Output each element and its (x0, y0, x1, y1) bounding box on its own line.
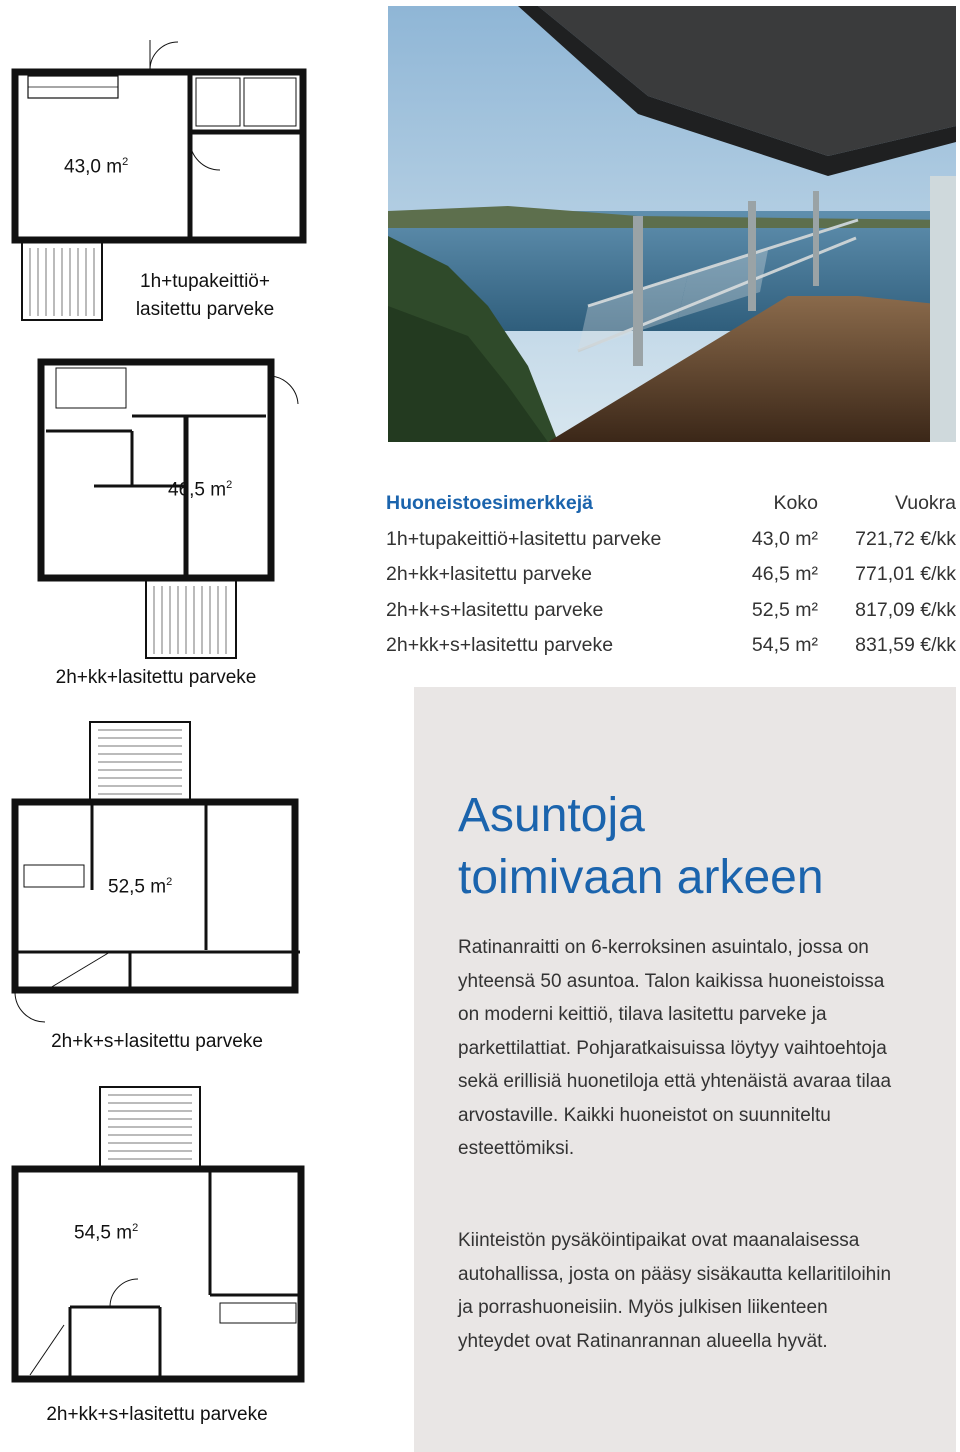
headline (458, 785, 824, 909)
floor-plan-54 (10, 1085, 308, 1405)
apartment-size: 52,5 m² (751, 598, 818, 621)
headline-line: toimivaan arkeen (458, 851, 824, 904)
floor-plan-46 (36, 356, 308, 666)
plan-area-label: 52,5 $m^2$ (108, 876, 173, 898)
apartment-type: 1h+tupakeittiö+lasitettu parveke (386, 527, 662, 550)
table-header-row (386, 486, 958, 522)
plan-area-label: 54,5 $m^2$ (74, 1222, 139, 1244)
plan-caption: 1h+tupakeittiö+ lasitettu parveke (135, 271, 275, 320)
plan-area-label: 43,0 $m^2$ (64, 156, 129, 178)
table-row (386, 593, 958, 629)
parking-paragraph: Kiinteistön pysäköintipaikat ovat maanalaisessa autohallissa, josta on pääsy sisäkautta kellaritiloihin ja porrashuoneisiin. Myös julkisen liikenteen yhteydet ovat Ratinanrannan alueella hyvät. (458, 1230, 892, 1352)
column-header-size: Koko (773, 492, 818, 515)
apartment-type: 2h+kk+lasitettu parveke (386, 563, 592, 586)
table-heading: Huoneistoesimerkkejä (386, 492, 594, 515)
apartment-size: 46,5 m² (751, 563, 818, 586)
info-panel (414, 687, 956, 1452)
apartment-rent: 817,09 €/kk (855, 598, 956, 621)
table-row (386, 557, 958, 593)
apartment-price-table (386, 486, 958, 664)
headline-line: Asuntoja (458, 789, 645, 842)
table-row (386, 628, 958, 664)
apartment-size: 43,0 m² (751, 527, 818, 550)
plan-caption: 2h+kk+lasitettu parveke (55, 667, 257, 688)
apartment-type: 2h+kk+s+lasitettu parveke (386, 634, 614, 657)
apartment-rent: 831,59 €/kk (855, 634, 956, 657)
apartment-rent: 771,01 €/kk (855, 563, 956, 586)
table-row (386, 522, 958, 558)
plan-caption: 2h+k+s+lasitettu parveke (51, 1031, 263, 1052)
apartment-type: 2h+k+s+lasitettu parveke (386, 598, 604, 621)
balcony-photo (388, 6, 956, 442)
plan-caption: 2h+kk+s+lasitettu parveke (46, 1404, 268, 1425)
plan-area-label: 46,5 $m^2$ (168, 479, 233, 501)
column-header-rent: Vuokra (894, 492, 956, 515)
description-paragraph: Ratinanraitti on 6-kerroksinen asuintalo, jossa on yhteensä 50 asuntoa. Talon kaikissa huoneistoissa on moderni keittiö, tilava lasitettu parveke ja parkettilattiat. Pohjaratkaisuissa löytyy vaihtoehtoja sekä erillisiä huonetiloja että yhtenäistä avaraa tilaa arvostaville. Kaikki huoneistot on suunniteltu esteettömiksi. (458, 937, 892, 1159)
apartment-rent: 721,72 €/kk (855, 527, 956, 550)
floor-plan-52 (10, 720, 300, 1030)
apartment-size: 54,5 m² (751, 634, 818, 657)
